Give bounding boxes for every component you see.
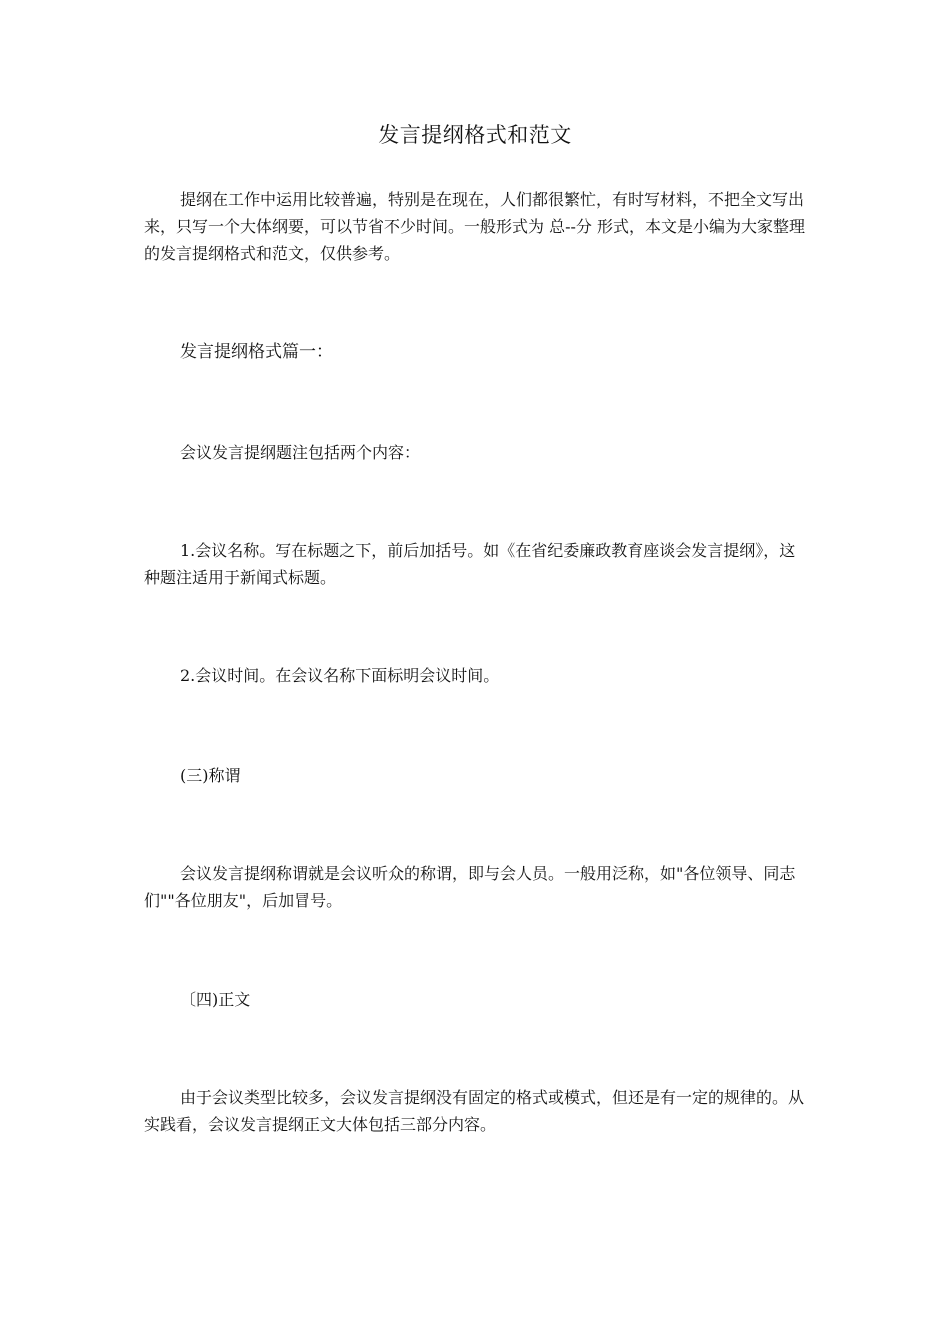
section-heading: 发言提纲格式篇一： (180, 342, 333, 362)
paragraph-meeting-time: 2.会议时间。在会议名称下面标明会议时间。 (180, 666, 500, 685)
paragraph-title-note: 会议发言提纲题注包括两个内容： (180, 443, 421, 462)
paragraph-salutation-heading: (三)称谓 (180, 766, 241, 785)
paragraph-body-heading: 〔四)正文 (180, 990, 251, 1009)
intro-paragraph: 提纲在工作中运用比较普遍，特别是在现在，人们都很繁忙，有时写材料，不把全文写出来，只写一个大体纲要，可以节省不少时间。一般形式为 总--分 形式，本文是小编为大家整理的发言提纲格式和范文，仅供参考。 (144, 190, 805, 263)
document-title: 发言提纲格式和范文 (378, 123, 572, 147)
paragraph-salutation: 会议发言提纲称谓就是会议听众的称谓，即与会人员。一般用泛称，如"各位领导、同志们""各位朋友"，后加冒号。 (144, 864, 796, 910)
paragraph-meeting-name: 1.会议名称。写在标题之下，前后加括号。如《在省纪委廉政教育座谈会发言提纲》，这种题注适用于新闻式标题。 (144, 541, 796, 587)
paragraph-body: 由于会议类型比较多，会议发言提纲没有固定的格式或模式，但还是有一定的规律的。从实践看，会议发言提纲正文大体包括三部分内容。 (144, 1088, 805, 1134)
